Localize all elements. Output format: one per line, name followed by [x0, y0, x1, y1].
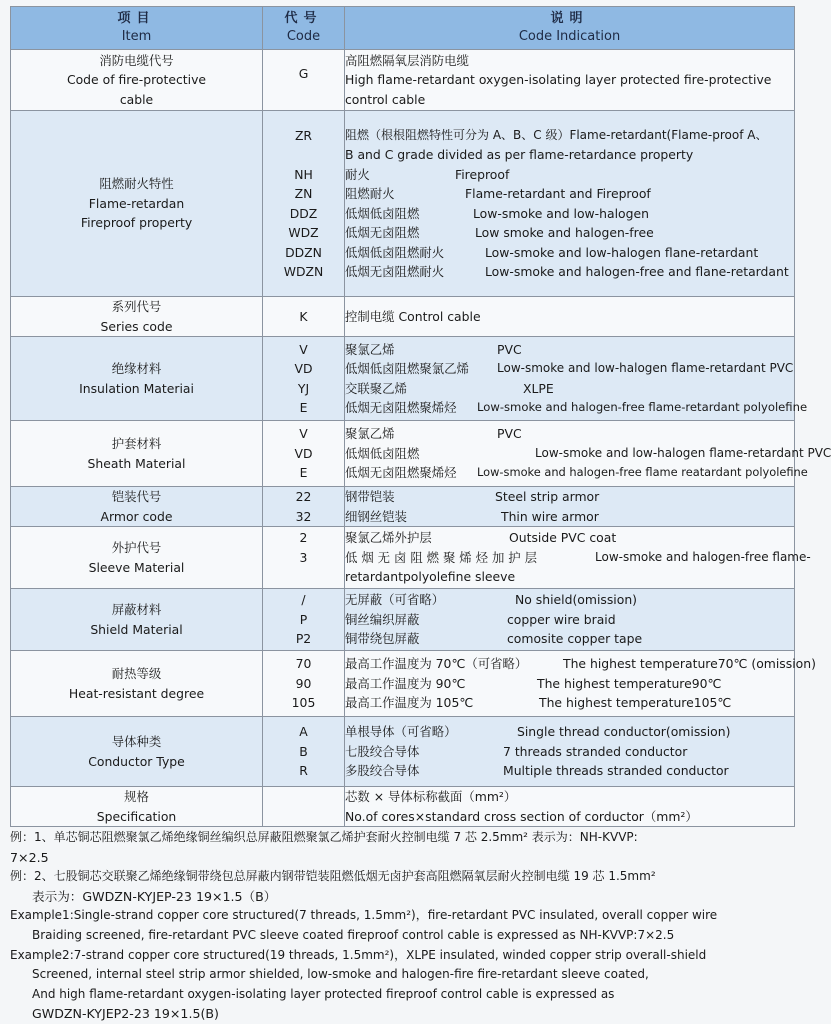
table-row — [11, 50, 795, 111]
row-description: 聚氯乙烯 PVC 低烟低卤阻燃聚氯乙烯 Low-smoke and low-halogen flame-retardant PVC 交联聚乙烯 XLPE 低烟无卤阻燃聚烯烃 Low-smoke and halogen-free flame-retardant polyolefine — [345, 337, 795, 421]
row-item: 屏蔽材料 Shield Material — [11, 589, 263, 651]
example-2: Example2:7-strand copper core structured(19 threads, 1.5mm²)，XLPE insulated, winded copper strip overall-shield — [10, 947, 707, 962]
table-row — [11, 487, 795, 527]
row-code: / P P2 — [263, 589, 345, 651]
row-code: 2 3 — [263, 527, 345, 589]
header-code: 代号 Code — [263, 7, 345, 50]
row-item: 铠装代号 Armor code — [11, 487, 263, 527]
row-code — [263, 787, 345, 827]
row-item: 护套材料 Sheath Material — [11, 421, 263, 487]
table-row — [11, 651, 795, 717]
example-1: Example1:Single-strand copper core structured(7 threads, 1.5mm²)，fire-retardant PVC insulated, overall copper wire — [10, 908, 718, 923]
row-item: 系列代号 Series code — [11, 297, 263, 337]
table-row — [11, 787, 795, 827]
cable-code-table — [10, 6, 831, 827]
row-code: 70 90 105 — [263, 651, 345, 717]
row-item: 规格 Specification — [11, 787, 263, 827]
row-description: 聚氯乙烯 PVC 低烟低卤阻燃 Low-smoke and low-halogen flame-retardant PVC 低烟无卤阻燃聚烯烃 Low-smoke and halogen-free flame reatardant polyolefine — [345, 421, 795, 487]
row-code: V VD E — [263, 421, 345, 487]
row-code: ZR NH ZN DDZ WDZ DDZN WDZN — [263, 111, 345, 297]
table-row — [11, 297, 795, 337]
table-row — [11, 589, 795, 651]
row-item: 绝缘材料 Insulation Materiai — [11, 337, 263, 421]
row-code: 22 32 — [263, 487, 345, 527]
row-description: 最高工作温度为 70℃（可省略） The highest temperature70℃ (omission) 最高工作温度为 90℃ The highest temperature90℃ 最高工作温度为 105℃ The highest temperature105℃ — [345, 651, 795, 717]
examples-notes — [10, 828, 792, 1024]
row-item: 耐热等级 Heat-resistant degree — [11, 651, 263, 717]
row-description: 阻燃（根根阻燃特性可分为 A、B、C 级）Flame-retardant(Flame-proof A、 B and C grade divided as per flame-retardance property 耐火 Fireproof 阻燃耐火 Flame-retardant and Fireproof 低烟低卤阻燃 Low-smoke and low-halogen 低烟无卤阻燃 Low smoke and halogen-free 低烟低卤阻燃耐火 Low-smoke and low-halogen flane-retardant 低烟无卤阻燃耐火 Low-smoke and halogen-free and flane-retardant — [345, 111, 795, 297]
row-item: 阻燃耐火特性 Flame-retardan Fireproof property — [11, 111, 263, 297]
note-2-cont: 表示为：GWDZN-KYJEP-23 19×1.5（B） — [32, 888, 277, 904]
table-row — [11, 421, 795, 487]
row-description: 单根导体（可省略） Single thread conductor(omission) 七股绞合导体 7 threads stranded conductor 多股绞合导体 Multiple threads stranded conductor — [345, 717, 795, 787]
example-2-cont-1: Screened, internal steel strip armor shielded, low-smoke and halogen-fire fire-retardant sleeve coated, — [32, 967, 649, 982]
row-code: K — [263, 297, 345, 337]
row-code: V VD YJ E — [263, 337, 345, 421]
table-row — [11, 717, 795, 787]
note-1: 例：1、单芯铜芯阻燃聚氯乙烯绝缘铜丝编织总屏蔽阻燃聚氯乙烯护套耐火控制电缆 7 芯 2.5mm² 表示为：NH-KVVP: — [10, 830, 638, 844]
row-code: G — [263, 50, 345, 111]
table-row — [11, 337, 795, 421]
header-item: 项目 Item — [11, 7, 263, 50]
row-description: 钢带铠装 Steel strip armor 细钢丝铠装 Thin wire armor — [345, 487, 795, 527]
note-2: 例：2、七股铜芯交联聚乙烯绝缘铜带绕包总屏蔽内钢带铠装阻燃低烟无卤护套高阻燃隔氧层耐火控制电缆 19 芯 1.5mm² — [10, 869, 656, 884]
row-item: 消防电缆代号 Code of fire-protective cable — [11, 50, 263, 111]
example-2-cont-2: And high flame-retardant oxygen-isolating layer protected fireproof control cable is expressed as — [32, 986, 615, 1001]
row-description: 聚氯乙烯外护层 Outside PVC coat 低 烟 无 卤 阻 燃 聚 烯 烃 加 护 层 Low-smoke and halogen-free flame- retardantpolyolefine sleeve — [345, 527, 795, 589]
example-1-cont: Braiding screened, fire-retardant PVC sleeve coated fireproof control cable is expressed as NH-KVVP:7×2.5 — [32, 927, 675, 942]
row-item: 外护代号 Sleeve Material — [11, 527, 263, 589]
row-code: A B R — [263, 717, 345, 787]
row-item: 导体种类 Conductor Type — [11, 717, 263, 787]
row-description: 高阻燃隔氧层消防电缆 High flame-retardant oxygen-isolating layer protected fire-protective control cable — [345, 50, 795, 111]
row-description: 控制电缆 Control cable — [345, 297, 795, 337]
table-row — [11, 527, 795, 589]
row-description: 无屏蔽（可省略） No shield(omission) 铜丝编织屏蔽 copper wire braid 铜带绕包屏蔽 comosite copper tape — [345, 589, 795, 651]
note-1-cont: 7×2.5 — [10, 849, 49, 865]
row-description: 芯数 × 导体标称截面（mm²） No.of cores×standard cross section of corductor（mm²） — [345, 787, 795, 827]
header-description: 说明 Code Indication — [345, 7, 795, 50]
table-header — [11, 7, 795, 50]
example-2-cont-3: GWDZN-KYJEP2-23 19×1.5(B) — [32, 1006, 219, 1022]
table-row — [11, 111, 795, 297]
